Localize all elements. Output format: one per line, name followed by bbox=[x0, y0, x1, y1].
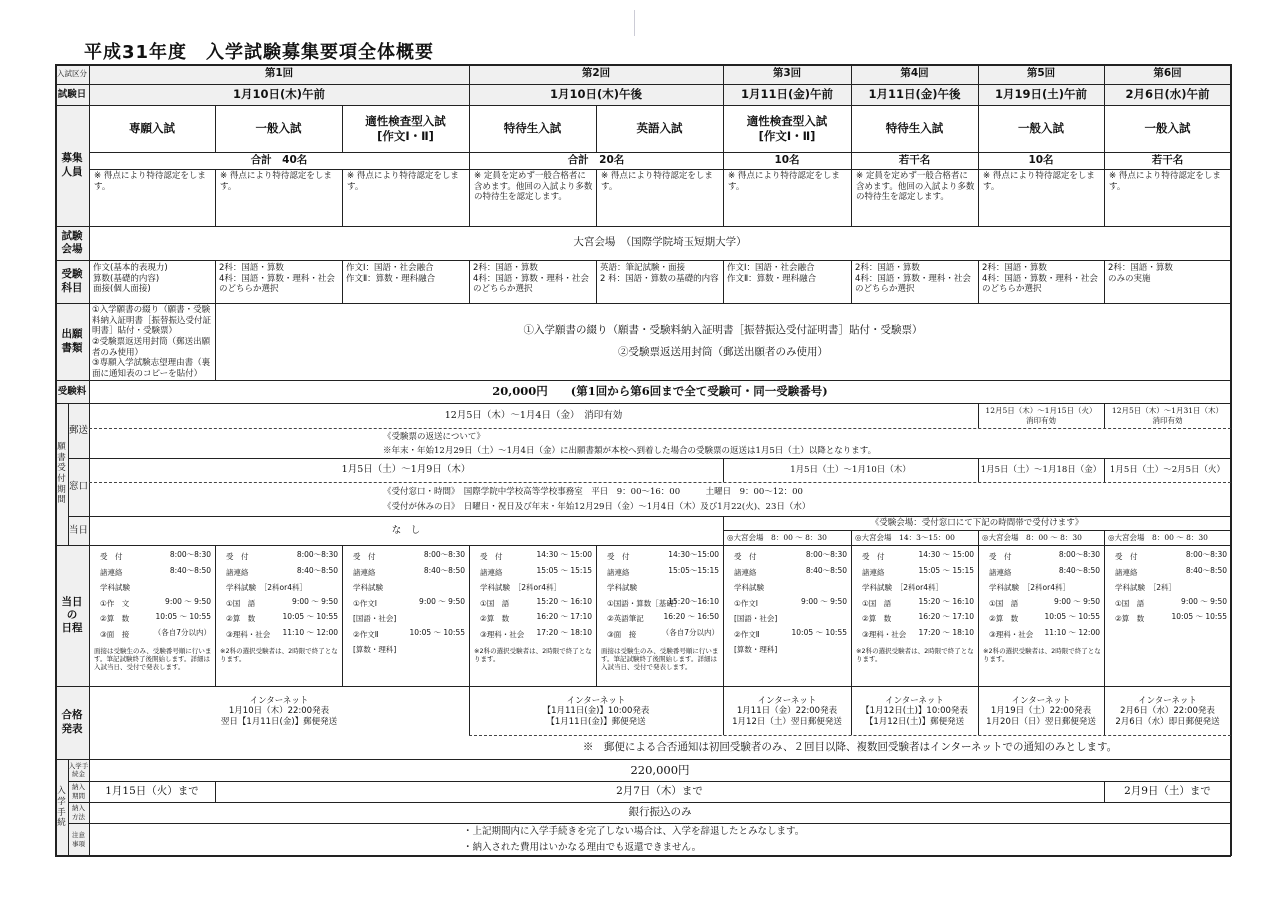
announce-r6: インターネット 2月6日（水）22:00発表 2月6日（水）即日郵便発送 bbox=[1115, 695, 1220, 727]
capacity: 若干名 bbox=[1151, 153, 1184, 166]
schedule-item: ③理科・社会 bbox=[226, 629, 271, 639]
schedule-time: 14:30～15:00 bbox=[668, 550, 719, 559]
column-divider bbox=[1104, 545, 1105, 686]
documents-line-2: ②受験票返送用封筒（郵送出願者のみ使用） bbox=[618, 346, 828, 359]
subjects: 2科：国語・算数 4科：国語・算数・理科・社会 のどちらか選択 bbox=[982, 263, 1098, 295]
schedule-item: 受 付 bbox=[100, 552, 123, 562]
column-divider bbox=[978, 530, 979, 545]
round-header: 第6回 bbox=[1153, 67, 1182, 80]
schedule-item: 学科試験 ［2科or4科］ bbox=[989, 583, 1070, 593]
schedule-item: 学科試験 ［2科or4科］ bbox=[862, 583, 943, 593]
row-label-schedule: 当日 の 日程 bbox=[61, 595, 83, 635]
schedule-item: ①作 文 bbox=[100, 598, 130, 608]
schedule-item: 諸連絡 bbox=[353, 567, 376, 577]
row-label-window: 窓口 bbox=[68, 481, 88, 493]
exam-type: 一般入試 bbox=[1144, 121, 1191, 136]
capacity: 10名 bbox=[1028, 153, 1054, 166]
special-note: ※ 定員を定めず一般合格者に含めます。他回の入試より多数の特待生を認定します。 bbox=[474, 171, 593, 203]
column-divider bbox=[469, 545, 470, 686]
row-label-venue: 試験 会場 bbox=[61, 229, 83, 255]
schedule-item: ①国 語 bbox=[480, 598, 510, 608]
row-divider bbox=[55, 545, 1231, 546]
column-divider bbox=[1104, 64, 1105, 226]
procedure-period-r6: 2月9日（土）まで bbox=[1124, 784, 1211, 797]
row-label-subjects: 受験 科目 bbox=[61, 268, 83, 294]
sameday-slot: ◎大宮会場 8：00 ～ 8：30 bbox=[1108, 533, 1208, 543]
schedule-time: 10:05 ～ 10:55 bbox=[282, 612, 338, 621]
schedule-time: 10:05 ～ 10:55 bbox=[409, 627, 465, 637]
exam-date: 1月10日(木)午前 bbox=[232, 87, 326, 102]
schedule-item: ①国語・算数［基礎］ bbox=[607, 598, 682, 608]
schedule-note: ※2科の選択受験者は、2時限で終了となります。 bbox=[983, 647, 1101, 664]
schedule-item: ①作文Ⅰ bbox=[734, 598, 758, 608]
row-label-proc-notes: 注意 事項 bbox=[72, 831, 85, 848]
column-divider bbox=[469, 260, 470, 303]
row-divider bbox=[55, 686, 1231, 687]
schedule-note: 面接は受験生のみ、受験番号順に行います。筆記試験終了後開始します。詳細は入試当日、受付で発表します。 bbox=[94, 647, 212, 672]
schedule-item: [国語・社会] bbox=[734, 614, 778, 624]
schedule-time: 8:40～8:50 bbox=[1058, 565, 1100, 575]
row-label-exam-date: 試験日 bbox=[57, 88, 87, 100]
window-period-r5: 1月5日（土）～1月18日（金） bbox=[980, 464, 1102, 475]
schedule-note: ※2科の選択受験者は、2時限で終了となります。 bbox=[856, 647, 974, 664]
column-divider bbox=[851, 545, 852, 686]
schedule-item: ①国 語 bbox=[1115, 598, 1145, 608]
row-divider bbox=[55, 260, 1231, 261]
announce-r4: インターネット 【1月12日(土)】10:00発表 【1月12日(土)】郵便発送 bbox=[861, 695, 968, 727]
schedule-item: ③理科・社会 bbox=[862, 629, 907, 639]
announce-r1: インターネット 1月10日（木）22:00発表 翌日【1月11日(金)】郵便発送 bbox=[220, 695, 338, 727]
capacity: 若干名 bbox=[898, 153, 931, 166]
schedule-item: 受 付 bbox=[480, 552, 503, 562]
column-divider bbox=[851, 64, 852, 226]
dashed-divider bbox=[89, 482, 1231, 483]
exam-date: 1月19日(土)午前 bbox=[994, 87, 1088, 102]
column-divider bbox=[469, 686, 470, 735]
column-divider bbox=[723, 64, 724, 226]
column-divider bbox=[978, 686, 979, 735]
special-note: ※ 得点により特待認定をします。 bbox=[347, 171, 459, 192]
schedule-item: 諸連絡 bbox=[1115, 567, 1138, 577]
window-info-2: 《受付が休みの日》 日曜日・祝日及び年末・年始12月29日（金）～1月4日（木）及び1月22(火)、23日（水） bbox=[383, 502, 811, 513]
subjects: 作文Ⅰ：国語・社会融合 作文Ⅱ：算数・理科融合 bbox=[346, 263, 436, 284]
window-period: 1月5日（土）～1月9日（木） bbox=[341, 464, 471, 476]
schedule-item: ②算 数 bbox=[862, 614, 892, 624]
row-label-procedure: 入 学 手 続 bbox=[57, 786, 66, 829]
column-divider bbox=[89, 64, 90, 856]
schedule-time: 10:05 ～ 10:55 bbox=[1044, 612, 1100, 621]
column-divider bbox=[215, 303, 216, 380]
column-divider bbox=[1104, 458, 1105, 482]
exam-type: 適性検査型入試 [作文Ⅰ・Ⅱ] bbox=[746, 114, 828, 143]
column-divider bbox=[978, 458, 979, 482]
row-label-exam-round: 入試区分 bbox=[57, 69, 87, 79]
schedule-time: 16:20 ～ 17:10 bbox=[918, 612, 974, 621]
column-divider bbox=[215, 545, 216, 686]
schedule-time: 8:40～8:50 bbox=[1185, 565, 1227, 575]
schedule-item: ③面 接 bbox=[100, 629, 130, 639]
exam-type: 英語入試 bbox=[636, 121, 683, 136]
schedule-item: 受 付 bbox=[226, 552, 249, 562]
exam-type: 一般入試 bbox=[1018, 121, 1064, 136]
row-divider bbox=[68, 823, 1231, 824]
special-note: ※ 得点により特待認定をします。 bbox=[983, 171, 1095, 192]
row-divider bbox=[68, 802, 1231, 803]
column-divider bbox=[596, 260, 597, 303]
schedule-time: 15:05～15:15 bbox=[668, 565, 719, 575]
row-divider bbox=[55, 226, 1231, 227]
schedule-time: 9:00 ～ 9:50 bbox=[801, 596, 847, 606]
exam-type: 専願入試 bbox=[129, 121, 175, 136]
schedule-time: 15:20～16:10 bbox=[668, 596, 719, 606]
exam-date: 1月10日(木)午後 bbox=[549, 87, 643, 102]
schedule-item: ②英語筆記 bbox=[607, 614, 644, 624]
schedule-time: 9:00 ～ 9:50 bbox=[1054, 596, 1100, 606]
subjects: 2科：国語・算数 4科：国語・算数・理科・社会 のどちらか選択 bbox=[219, 263, 335, 295]
schedule-item: 学科試験 ［2科］ bbox=[1115, 583, 1177, 593]
schedule-item: 諸連絡 bbox=[989, 567, 1012, 577]
mail-period-r6: 12月5日（木）～1月31日（木） 消印有効 bbox=[1111, 406, 1224, 425]
row-divider bbox=[68, 781, 1231, 782]
schedule-time: （各自7分以内） bbox=[661, 627, 719, 637]
row-divider bbox=[55, 84, 1231, 85]
schedule-time: 8:40～8:50 bbox=[423, 565, 465, 575]
row-label-announce: 合格 発表 bbox=[61, 709, 83, 735]
special-note: ※ 定員を定めず一般合格者に含めます。他回の入試より多数の特待生を認定します。 bbox=[856, 171, 975, 203]
table-border bbox=[55, 64, 57, 856]
schedule-item: ②算 数 bbox=[480, 614, 510, 624]
column-divider bbox=[851, 530, 852, 545]
column-divider bbox=[723, 686, 724, 735]
procedure-period-main: 2月7日（木）まで bbox=[616, 784, 703, 797]
schedule-note: ※2科の選択受験者は、2時限で終了となります。 bbox=[220, 647, 338, 664]
announce-r2: インターネット 【1月11日(金)】10:00発表 【1月11日(金)】郵便発送 bbox=[542, 695, 650, 727]
schedule-item: [算数・理科] bbox=[734, 645, 778, 655]
documents-line-1: ①入学願書の綴り（願書・受験料納入証明書［振替振込受付証明書］貼付・受験票） bbox=[523, 324, 923, 337]
exam-date: 2月6日(水)午前 bbox=[1125, 87, 1210, 102]
column-divider bbox=[68, 759, 69, 856]
capacity: 10名 bbox=[774, 153, 800, 166]
column-divider bbox=[1104, 686, 1105, 735]
row-label-documents: 出願 書類 bbox=[61, 328, 83, 354]
schedule-time: 16:20 ～ 17:10 bbox=[536, 612, 592, 621]
schedule-note: ※2科の選択受験者は、2時限で終了となります。 bbox=[474, 647, 592, 664]
subjects: 英語：筆記試験・面接 2 科：国語・算数の基礎的内容 bbox=[600, 263, 719, 284]
column-divider bbox=[215, 105, 216, 152]
procedure-method: 銀行振込のみ bbox=[628, 805, 692, 818]
column-divider bbox=[342, 105, 343, 152]
schedule-item: ②算 数 bbox=[226, 614, 256, 624]
schedule-item: 学科試験 bbox=[353, 583, 383, 593]
admissions-overview-table bbox=[55, 64, 1231, 856]
row-divider bbox=[55, 380, 1231, 381]
schedule-time: 9:00 ～ 9:50 bbox=[165, 596, 211, 606]
schedule-item: 受 付 bbox=[1115, 552, 1138, 562]
schedule-item: ②算 数 bbox=[989, 614, 1019, 624]
exam-type: 適性検査型入試 [作文Ⅰ・Ⅱ] bbox=[365, 114, 446, 143]
table-border bbox=[55, 64, 1231, 66]
schedule-item: ③理科・社会 bbox=[480, 629, 525, 639]
row-label-proc-fee: 入学手 続金 bbox=[68, 761, 89, 778]
schedule-time: 17:20 ～ 18:10 bbox=[918, 627, 974, 637]
documents-list: ①入学願書の綴り（願書・受験料納入証明書［振替振込受付証明書］貼付・受験票） ②受験票返送用封筒（郵送出願者のみ使用） ③専願入学試験志望理由書（裏面に通知表のコピーを貼付） bbox=[92, 305, 212, 379]
schedule-item: 受 付 bbox=[607, 552, 630, 562]
schedule-item: 受 付 bbox=[989, 552, 1012, 562]
announce-r5: インターネット 1月19日（土）22:00発表 1月20日（日）翌日郵便発送 bbox=[986, 695, 1096, 727]
column-divider bbox=[978, 260, 979, 303]
row-label-admit-period: 願 書 受 付 期 間 bbox=[57, 442, 66, 506]
column-divider bbox=[978, 403, 979, 428]
column-divider bbox=[342, 260, 343, 303]
schedule-time: 8:40～8:50 bbox=[805, 565, 847, 575]
row-label-mail: 郵送 bbox=[68, 424, 88, 436]
special-note: ※ 得点により特待認定をします。 bbox=[601, 171, 713, 192]
row-divider bbox=[723, 530, 1231, 531]
schedule-item: ②作文Ⅱ bbox=[353, 629, 379, 639]
exam-type: 一般入試 bbox=[255, 121, 302, 136]
schedule-time: 15:20 ～ 16:10 bbox=[536, 596, 592, 606]
schedule-item: 諸連絡 bbox=[226, 567, 249, 577]
row-divider bbox=[68, 458, 1231, 459]
schedule-time: 8:40～8:50 bbox=[169, 565, 211, 575]
announce-r3: インターネット 1月11日（金）22:00発表 1月12日（土）翌日郵便発送 bbox=[732, 695, 842, 727]
sameday-slot: ◎大宮会場 8：00 ～ 8：30 bbox=[982, 533, 1082, 543]
mail-period-r5: 12月5日（木）～1月15日（火） 消印有効 bbox=[985, 406, 1097, 425]
schedule-item: 学科試験 bbox=[734, 583, 764, 593]
window-info-1: 《受付窓口・時間》 国際学院中学校高等学校事務室 平日 9：00～16：00 土曜日 9：00～12：00 bbox=[383, 487, 803, 498]
schedule-time: 10:05 ～ 10:55 bbox=[791, 627, 847, 637]
column-divider bbox=[978, 545, 979, 686]
row-divider bbox=[68, 516, 1231, 517]
exam-fee: 20,000円 (第1回から第6回まで全て受験可・同一受験番号) bbox=[492, 384, 828, 399]
schedule-time: 15:20 ～ 16:10 bbox=[918, 596, 974, 606]
schedule-time: 11:10 ～ 12:00 bbox=[282, 627, 338, 637]
column-divider bbox=[1104, 530, 1105, 545]
dashed-divider bbox=[89, 428, 1231, 429]
procedure-note-2: ・納入された費用はいかなる理由でも返還できません。 bbox=[463, 842, 702, 854]
schedule-item: ③理科・社会 bbox=[989, 629, 1034, 639]
round-header: 第5回 bbox=[1026, 67, 1056, 80]
column-divider bbox=[723, 545, 724, 686]
schedule-time: 8:00～8:30 bbox=[296, 550, 338, 559]
table-border bbox=[55, 855, 1231, 857]
schedule-note: 面接は受験生のみ、受験番号順に行います。筆記試験終了後開始します。詳細は入試当日、受付で発表します。 bbox=[601, 647, 719, 672]
round-header: 第2回 bbox=[581, 67, 611, 80]
window-period-r6: 1月5日（土）～2月5日（火） bbox=[1109, 464, 1226, 475]
sameday-slot: ◎大宮会場 8：00 ～ 8：30 bbox=[727, 533, 827, 543]
mail-note-head: 《受験票の返送について》 bbox=[383, 431, 485, 442]
row-divider bbox=[55, 403, 1231, 404]
round-header: 第1回 bbox=[264, 67, 294, 80]
row-divider bbox=[55, 105, 1231, 106]
schedule-time: 8:00～8:30 bbox=[169, 550, 211, 559]
subjects: 作文(基本的表現力) 算数(基礎的内容) 面接(個人面接) bbox=[93, 263, 168, 295]
venue: 大宮会場 （国際学院埼玉短期大学） bbox=[573, 236, 747, 249]
schedule-time: 8:00～8:30 bbox=[1185, 550, 1227, 559]
schedule-item: 諸連絡 bbox=[100, 567, 123, 577]
column-divider bbox=[596, 105, 597, 152]
subjects: 2科：国語・算数 のみの実施 bbox=[1108, 263, 1173, 284]
round-header: 第3回 bbox=[772, 67, 802, 80]
schedule-item: 学科試験 bbox=[100, 583, 130, 593]
column-divider bbox=[723, 516, 724, 545]
sameday-slot: ◎大宮会場 14：3～15：00 bbox=[855, 533, 955, 543]
schedule-time: 10:05 ～ 10:55 bbox=[155, 612, 211, 621]
window-period-r34: 1月5日（土）～1月10日（木） bbox=[790, 464, 911, 475]
subjects: 作文Ⅰ：国語・社会融合 作文Ⅱ：算数・理科融合 bbox=[727, 263, 817, 284]
row-label-proc-method: 納入 方法 bbox=[72, 804, 85, 821]
schedule-item: 諸連絡 bbox=[607, 567, 630, 577]
exam-type: 特待生入試 bbox=[503, 121, 562, 136]
subjects: 2科：国語・算数 4科：国語・算数・理科・社会 のどちらか選択 bbox=[855, 263, 971, 295]
column-divider bbox=[68, 403, 69, 545]
mail-note: ※年末・年始12月29日（土）～1月4日（金）に出願書類が本校へ到着した場合の受験票の返送は1月5日（土）以降となります。 bbox=[383, 445, 877, 456]
schedule-item: 諸連絡 bbox=[480, 567, 503, 577]
scan-mark bbox=[634, 10, 639, 36]
schedule-item: 学科試験 ［2科or4科］ bbox=[480, 583, 561, 593]
schedule-time: 15:05 ～ 15:15 bbox=[536, 565, 592, 575]
schedule-item: 受 付 bbox=[734, 552, 757, 562]
dashed-divider bbox=[469, 735, 1231, 736]
schedule-item: 受 付 bbox=[353, 552, 376, 562]
schedule-time: 14:30 ～ 15:00 bbox=[536, 550, 592, 559]
row-label-sameday: 当日 bbox=[68, 524, 88, 536]
column-divider bbox=[978, 64, 979, 226]
row-label-proc-period: 納入 期間 bbox=[72, 783, 85, 800]
announce-note: ※ 郵便による合否通知は初回受験者のみ、２回目以降、複数回受験者はインターネットでの通知のみとします。 bbox=[582, 741, 1118, 754]
schedule-time: 10:05 ～ 10:55 bbox=[1171, 612, 1227, 621]
schedule-item: ③面 接 bbox=[607, 629, 637, 639]
special-note: ※ 得点により特待認定をします。 bbox=[220, 171, 332, 192]
schedule-time: 11:10 ～ 12:00 bbox=[1044, 627, 1100, 637]
row-divider bbox=[55, 303, 1231, 304]
schedule-time: 15:05 ～ 15:15 bbox=[918, 565, 974, 575]
schedule-time: 8:40～8:50 bbox=[296, 565, 338, 575]
schedule-item: ①国 語 bbox=[862, 598, 892, 608]
column-divider bbox=[851, 686, 852, 735]
table-border bbox=[1230, 64, 1232, 856]
schedule-item: ①作文Ⅰ bbox=[353, 598, 377, 608]
column-divider bbox=[596, 169, 597, 226]
exam-date: 1月11日(金)午後 bbox=[868, 87, 961, 102]
procedure-fee: 220,000円 bbox=[630, 762, 690, 777]
schedule-time: 9:00 ～ 9:50 bbox=[419, 596, 465, 606]
schedule-time: 8:00～8:30 bbox=[1058, 550, 1100, 559]
column-divider bbox=[342, 545, 343, 686]
schedule-time: 8:00～8:30 bbox=[423, 550, 465, 559]
column-divider bbox=[342, 169, 343, 226]
schedule-item: ②算 数 bbox=[1115, 614, 1145, 624]
round-header: 第4回 bbox=[900, 67, 929, 80]
column-divider bbox=[851, 260, 852, 303]
schedule-item: 諸連絡 bbox=[862, 567, 885, 577]
schedule-item: 学科試験 bbox=[607, 583, 637, 593]
schedule-time: 9:00 ～ 9:50 bbox=[292, 596, 338, 606]
row-divider bbox=[89, 169, 1231, 170]
row-label-recruit: 募集 人員 bbox=[61, 152, 83, 178]
subjects: 2科：国語・算数 4科：国語・算数・理科・社会 のどちらか選択 bbox=[473, 263, 589, 295]
procedure-note-1: ・上記期間内に入学手続きを完了しない場合は、入学を辞退したとみなします。 bbox=[463, 826, 805, 838]
column-divider bbox=[723, 458, 724, 482]
schedule-item: ①国 語 bbox=[989, 598, 1019, 608]
page-title: 平成31年度 入学試験募集要項全体概要 bbox=[84, 42, 435, 63]
schedule-item: 学科試験 ［2科or4科］ bbox=[226, 583, 307, 593]
schedule-time: 9:00 ～ 9:50 bbox=[1181, 596, 1227, 606]
schedule-item: ②作文Ⅱ bbox=[734, 629, 760, 639]
special-note: ※ 得点により特待認定をします。 bbox=[728, 171, 840, 192]
schedule-time: 16:20 ～ 16:50 bbox=[663, 612, 719, 621]
special-note: ※ 得点により特待認定をします。 bbox=[94, 171, 206, 192]
column-divider bbox=[1104, 781, 1105, 802]
column-divider bbox=[1104, 403, 1105, 428]
column-divider bbox=[723, 260, 724, 303]
column-divider bbox=[215, 169, 216, 226]
sameday-head: 《受験会場：受付窓口にて下記の時間帯で受付けます》 bbox=[870, 517, 1084, 528]
row-divider bbox=[89, 152, 1231, 153]
schedule-item: 受 付 bbox=[862, 552, 885, 562]
capacity: 合計 40名 bbox=[250, 153, 308, 166]
schedule-item: [算数・理科] bbox=[353, 645, 397, 655]
row-label-fee: 受験料 bbox=[57, 385, 87, 397]
schedule-time: （各自7分以内） bbox=[153, 627, 211, 637]
column-divider bbox=[1104, 260, 1105, 303]
mail-period: 12月5日（木）～1月4日（金） 消印有効 bbox=[444, 409, 623, 421]
schedule-item: ②算 数 bbox=[100, 614, 130, 624]
schedule-item: [国語・社会] bbox=[353, 614, 397, 624]
column-divider bbox=[215, 781, 216, 802]
column-divider bbox=[469, 64, 470, 226]
exam-type: 特待生入試 bbox=[885, 121, 944, 136]
sameday-none: な し bbox=[391, 524, 421, 536]
procedure-period-r1: 1月15日（火）まで bbox=[105, 784, 199, 797]
row-divider bbox=[55, 759, 1231, 760]
capacity: 合計 20名 bbox=[567, 153, 625, 166]
exam-date: 1月11日(金)午前 bbox=[740, 87, 834, 102]
schedule-item: 諸連絡 bbox=[734, 567, 757, 577]
schedule-time: 17:20 ～ 18:10 bbox=[536, 627, 592, 637]
special-note: ※ 得点により特待認定をします。 bbox=[1109, 171, 1221, 192]
schedule-item: ①国 語 bbox=[226, 598, 256, 608]
column-divider bbox=[215, 260, 216, 303]
column-divider bbox=[596, 545, 597, 686]
schedule-time: 8:00～8:30 bbox=[805, 550, 847, 559]
schedule-time: 14:30 ～ 15:00 bbox=[918, 550, 974, 559]
